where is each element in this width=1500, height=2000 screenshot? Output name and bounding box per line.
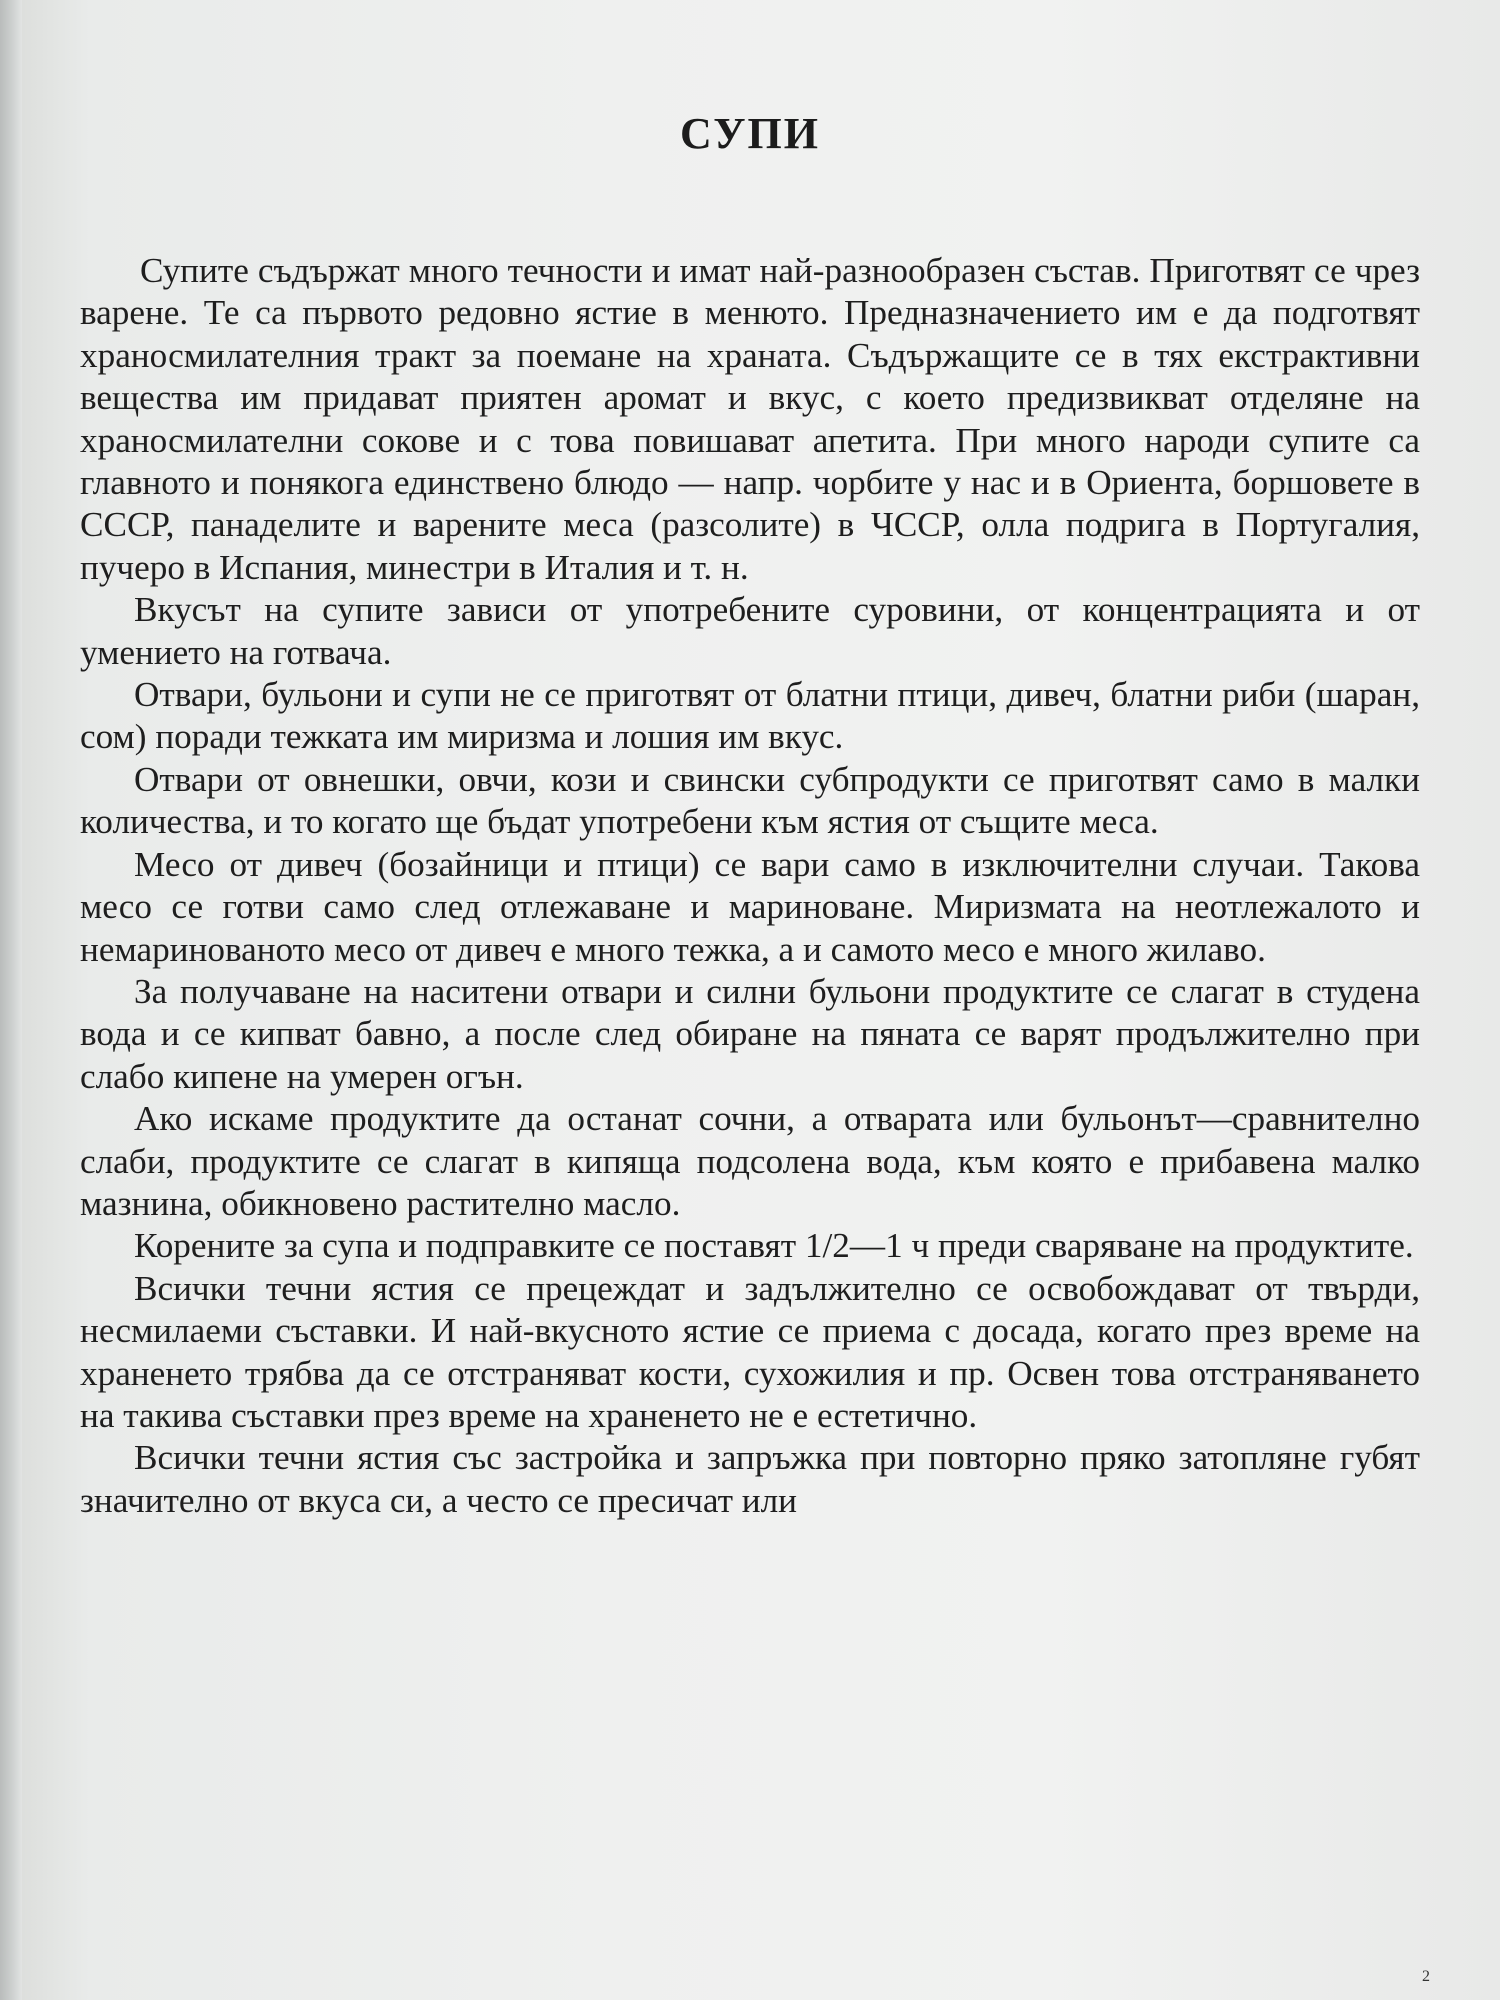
paragraph: Месо от дивеч (бозайници и птици) се вари само в изключителни случаи. Такова месо се готви само след отлежаване и мариноване. Миризмата на неотлежалото и немаринованото месо от дивеч е много тежка, а и самото месо е много жилаво.: [80, 844, 1420, 969]
page-binding-edge: [0, 0, 22, 2000]
body-text: [80, 250, 1420, 1522]
paragraph: Всички течни ястия се прецеждат и задължително се освобождават от твърди, несмилаеми съставки. И най-вкусното ястие се приема с досада, когато през време на храненето трябва да се отстраняват кости, сухожилия и пр. Освен това отстраняването на такива съставки през време на храненето не е естетично.: [80, 1268, 1420, 1435]
paragraph: Ако искаме продуктите да останат сочни, а отварата или бульонът—сравнително слаби, продуктите се слагат в кипяща подсолена вода, към която е прибавена малко мазнина, обикновено растително масло.: [80, 1099, 1420, 1223]
paragraph: За получаване на наситени отвари и силни бульони продуктите се слагат в студена вода и се кипват бавно, а после след обиране на пяната се варят продължително при слабо кипене на умерен огън.: [80, 971, 1420, 1096]
paragraph: Корените за супа и подправките се поставят 1/2—1 ч преди сваряване на продуктите.: [134, 1226, 1414, 1266]
paragraph: Отвари от овнешки, овчи, кози и свински субпродукти се приготвят само в малки количества, и то когато ще бъдат употребени към ястия от същите меса.: [80, 759, 1420, 842]
chapter-title: СУПИ: [680, 109, 820, 158]
paragraph: Вкусът на супите зависи от употребените суровини, от концентрацията и от умението на готвача.: [80, 590, 1420, 672]
page-number-mark: 2: [1422, 1968, 1430, 1985]
paragraph: Всички течни ястия със застройка и запръжка при повторно пряко затопляне губят значително от вкуса си, а често се пресичат или: [80, 1438, 1420, 1520]
paragraph: Супите съдържат много течности и имат най-разнообразен състав. Приготвят се чрез варене. Те са първото редовно ястие в менюто. Предназначението им е да подготвят храносмилателния тракт за поемане на храната. Съдържащите се в тях екстрактивни вещества им придават приятен аромат и вкус, с което предизвикват отделяне на храносмилателни сокове и с това повишават апетита. При много народи супите са главното и понякога единствено блюдо — напр. чорбите у нас и в Ориента, боршовете в СССР, панаделите и варените меса (разсолите) в ЧССР, олла подрига в Португалия, пучеро в Испания, минестри в Италия и т. н.: [80, 251, 1420, 587]
paragraph: Отвари, бульони и супи не се приготвят от блатни птици, дивеч, блатни риби (шаран, сом) поради тежката им миризма и лошия им вкус.: [80, 675, 1420, 757]
